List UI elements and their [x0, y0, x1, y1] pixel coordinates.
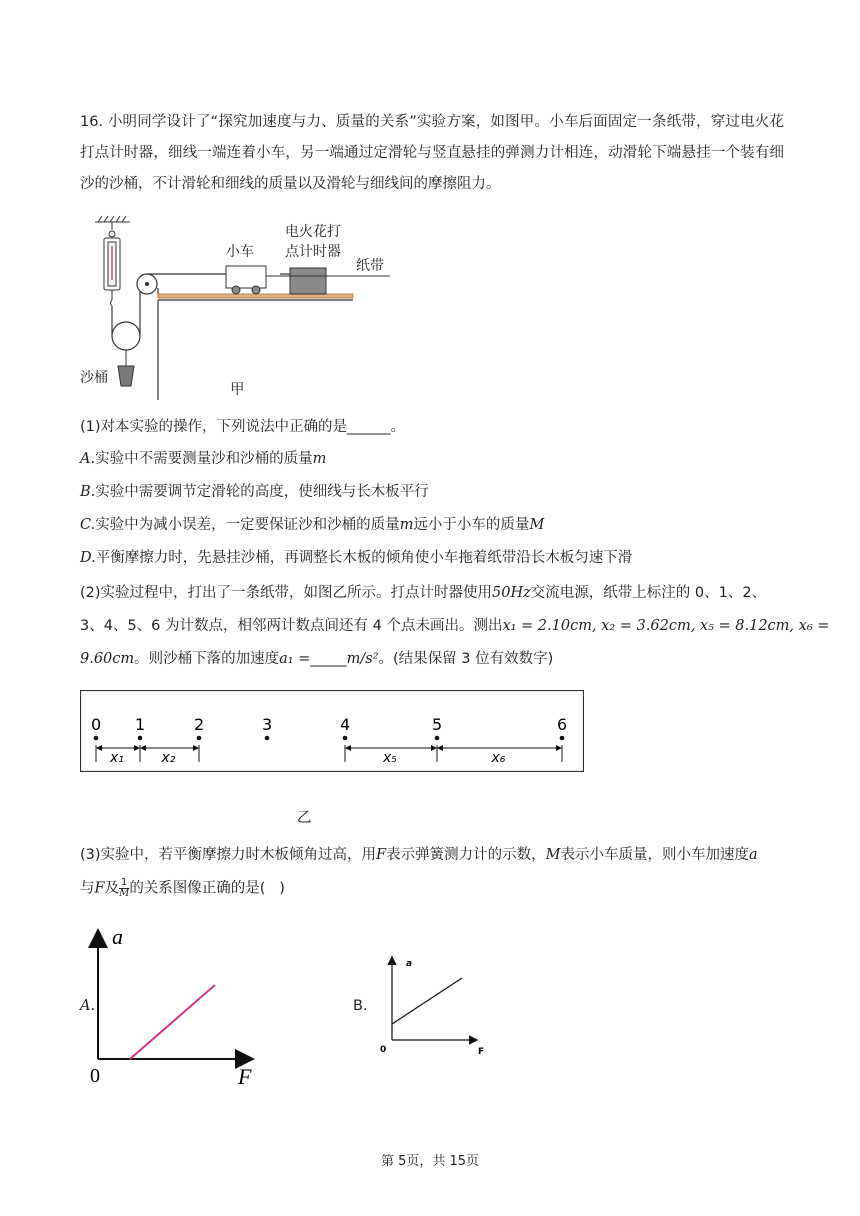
sand-bucket — [118, 366, 134, 386]
part2-text-3b: 。则沙桶下落的加速度 — [134, 651, 280, 667]
tape-point-label: 6 — [557, 715, 568, 734]
arrowhead — [431, 745, 437, 751]
option-c-label: C. — [80, 517, 96, 533]
part2-blank: _____ — [310, 651, 347, 667]
label-bucket: 沙桶 — [80, 370, 108, 386]
part2-text-1b: 交流电源，纸带上标注的 0、1、2、 — [530, 585, 767, 601]
tape-dot — [343, 736, 348, 741]
tape-segment-label: x₁ — [110, 750, 124, 766]
part3-var-F-2: F — [94, 880, 105, 897]
tape-dot — [197, 736, 202, 741]
part3-text-2a: 与 — [80, 880, 95, 897]
tape-point-label: 2 — [194, 715, 205, 734]
label-timer-2: 点计时器 — [285, 244, 341, 260]
tape-point-label: 4 — [340, 715, 351, 734]
spark-timer — [290, 268, 326, 294]
tape-dot — [560, 736, 565, 741]
part3-text-2c: 的关系图像正确的是( — [129, 880, 266, 897]
figure-yi-caption: 乙 — [297, 810, 312, 826]
figure-yi-tape — [80, 690, 584, 772]
graph-b-x-label: F — [478, 1047, 485, 1057]
option-b — [80, 482, 429, 502]
spring-scale — [104, 231, 120, 306]
part2-text-3c: 。(结果保留 3 位有效数字) — [378, 651, 554, 667]
tape-dot — [265, 736, 270, 741]
tape-point-label: 3 — [262, 715, 273, 734]
part3-text-1c: 表示小车质量，则小车加速度 — [560, 847, 749, 863]
label-cart: 小车 — [226, 244, 254, 260]
part2-line-3 — [80, 649, 553, 669]
label-timer-1: 电火花打 — [285, 224, 341, 240]
option-c-text: 实验中为减小误差，一定要保证沙和沙桶的质量 — [95, 517, 400, 533]
part2-x6-value: 9.60cm — [80, 651, 135, 667]
option-b-label: B. — [80, 484, 96, 500]
part2-a1: a₁ = — [279, 651, 311, 667]
fraction-one-over-M — [119, 878, 129, 899]
graph-a-y-label: a — [112, 924, 123, 949]
tape-point-label: 0 — [91, 715, 102, 734]
figure-jia — [80, 210, 400, 400]
option-c-mid: 远小于小车的质量 — [413, 517, 530, 533]
var-M: M — [529, 517, 545, 533]
graph-a-line — [130, 985, 215, 1059]
label-tape: 纸带 — [356, 258, 384, 274]
graph-a-x-label: F — [238, 1064, 252, 1089]
part2-measurements: x₁ = 2.10cm, x₂ = 3.62cm, x₅ = 8.12cm, x₆ = — [502, 618, 830, 634]
part2-line-2 — [80, 616, 829, 636]
part3-var-M: M — [545, 847, 561, 863]
var-m: m — [312, 451, 327, 467]
question-16-intro: 16. 小明同学设计了“探究加速度与力、质量的关系”实验方案，如图甲。小车后面固定一条纸带，穿过电火花打点计时器，细线一端连着小车，另一端通过定滑轮与竖直悬挂的弹测力计相连，动滑轮下端悬挂一个装有细沙的沙桶，不计滑轮和细线的质量以及滑轮与细线间的摩擦阻力。 — [80, 114, 784, 192]
arrowhead — [437, 745, 443, 751]
option-a-label: A. — [80, 451, 96, 467]
option-d-text: 平衡摩擦力时，先悬挂沙桶，再调整长木板的倾角使小车拖着纸带沿长木板匀速下滑 — [95, 550, 633, 566]
cart — [226, 266, 266, 294]
option-a-text: 实验中不需要测量沙和沙桶的质量 — [95, 451, 313, 467]
option-c — [80, 515, 544, 535]
option-a — [80, 449, 326, 469]
part3-var-a: a — [748, 847, 758, 863]
arrowhead — [134, 745, 140, 751]
option-d-label: D. — [80, 550, 96, 566]
tape-segment-label: x₅ — [383, 750, 397, 766]
option-b-text: 实验中需要调节定滑轮的高度，使细线与长木板平行 — [95, 484, 429, 500]
part3-line-1 — [80, 845, 758, 865]
part1-stem: (1)对本实验的操作，下列说法中正确的是______。 — [80, 419, 406, 435]
tape-segment-label: x₆ — [491, 750, 506, 766]
figure-jia-caption: 甲 — [230, 382, 245, 398]
tape-dot — [435, 736, 440, 741]
fraction-den: M — [119, 888, 130, 899]
part3-text-1a: (3)实验中，若平衡摩擦力时木板倾角过高，用 — [80, 847, 377, 863]
part2-text-2: 3、4、5、6 为计数点，相邻两计数点间还有 4 个点未画出。测出 — [80, 618, 503, 634]
part3-line-2 — [80, 878, 285, 899]
ceiling-support — [95, 216, 130, 230]
arrowhead — [193, 745, 199, 751]
part3-var-F: F — [376, 847, 387, 863]
table — [158, 288, 353, 400]
part2-freq: 50Hz — [492, 585, 531, 601]
part2-text-1a: (2)实验过程中，打出了一条纸带，如图乙所示。打点计时器使用 — [80, 585, 493, 601]
graph-b-origin: 0 — [380, 1045, 387, 1055]
graph-a — [86, 922, 276, 1092]
long-board — [158, 294, 353, 298]
movable-pulley — [112, 322, 140, 350]
tape-dot — [138, 736, 143, 741]
tape-dot — [94, 736, 99, 741]
arrowhead — [556, 745, 562, 751]
tape-point-label: 5 — [432, 715, 443, 734]
arrowhead — [140, 745, 146, 751]
part2-line-1 — [80, 583, 766, 603]
fraction-num: 1 — [121, 877, 128, 888]
graph-b-y-label: a — [406, 959, 413, 969]
arrowhead — [96, 745, 102, 751]
arrowhead — [345, 745, 351, 751]
graph-a-origin: 0 — [90, 1065, 100, 1087]
graph-b-line — [392, 978, 462, 1024]
part3-text-2d: ) — [279, 880, 285, 897]
option-d — [80, 548, 632, 568]
page-footer: 第 5页，共 15页 — [380, 1154, 480, 1169]
tape-segment-label: x₂ — [161, 750, 176, 766]
var-m-2: m — [399, 517, 414, 533]
tape-point-label: 1 — [135, 715, 146, 734]
part3-text-1b: 表示弹簧测力计的示数， — [386, 847, 546, 863]
graph-b — [376, 952, 496, 1060]
graph-a-label: A. — [80, 998, 96, 1014]
graph-b-label: B. — [353, 998, 368, 1014]
part3-text-2b: 及 — [104, 880, 120, 897]
part2-unit: m/s² — [346, 651, 379, 667]
